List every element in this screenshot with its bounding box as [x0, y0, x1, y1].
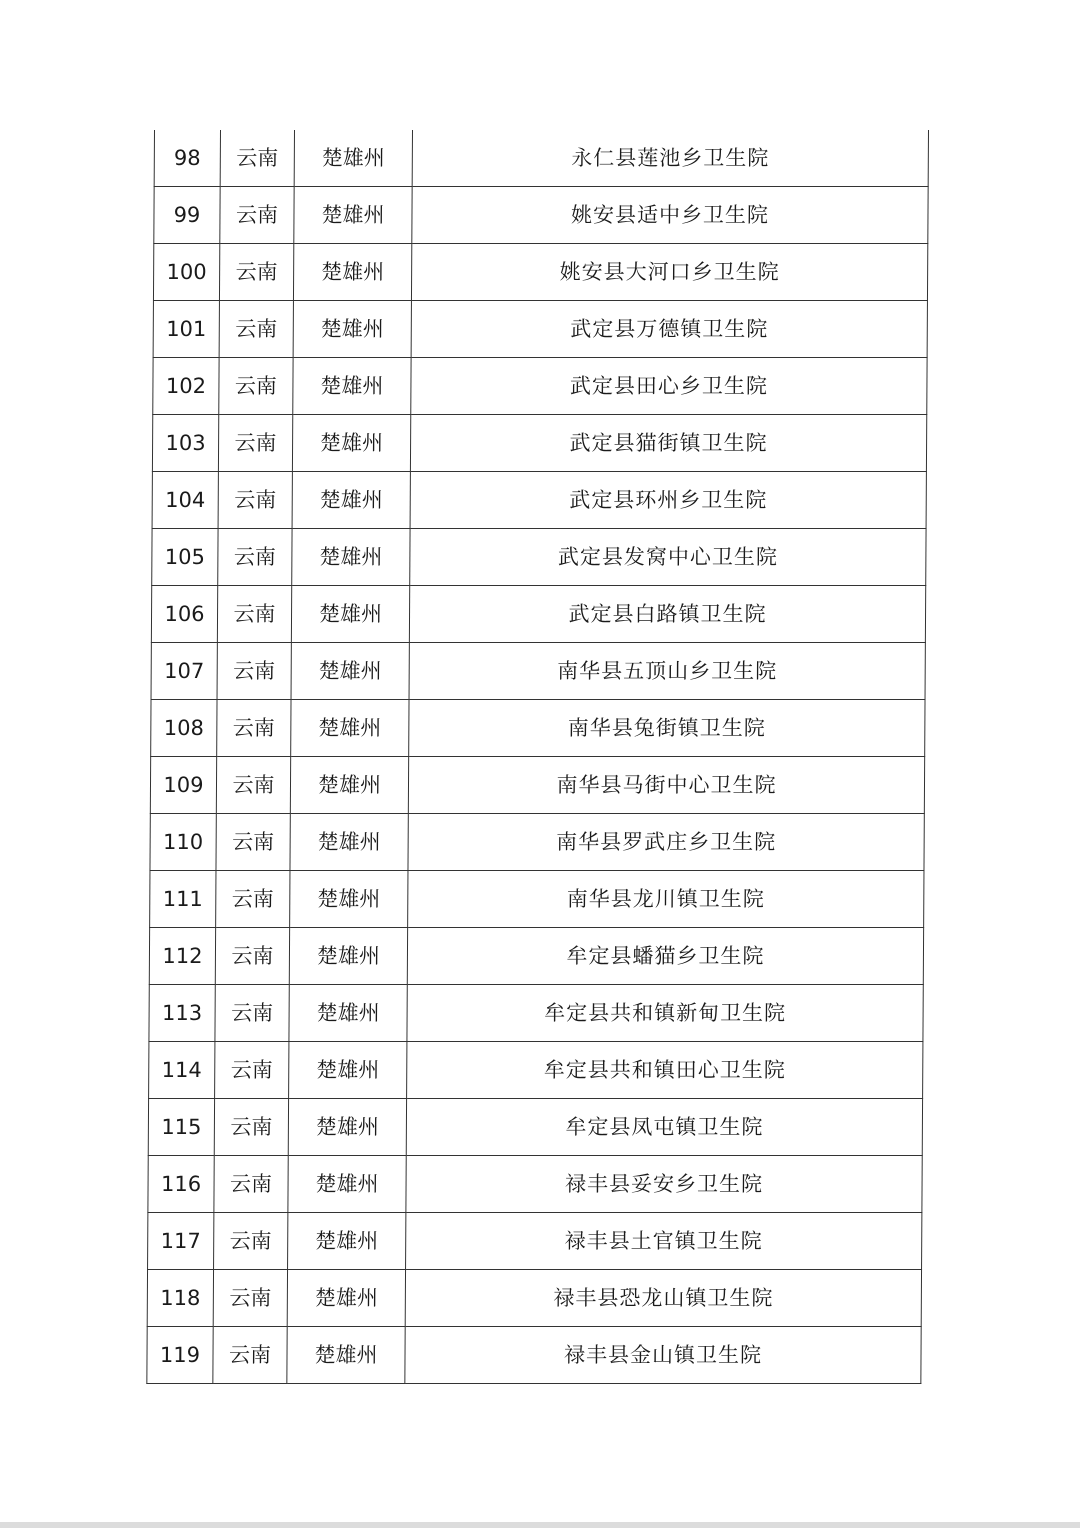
- prefecture-cell: 楚雄州: [292, 472, 410, 529]
- province-cell: 云南: [219, 358, 293, 415]
- row-number-cell: 107: [151, 643, 217, 700]
- row-number-cell: 110: [150, 814, 216, 871]
- table-row: [148, 1099, 922, 1156]
- table-row: [150, 757, 924, 814]
- table-row: [154, 187, 928, 244]
- province-cell: 云南: [219, 244, 293, 301]
- row-number-cell: 98: [154, 130, 220, 187]
- table-row: [149, 928, 923, 985]
- hospital-name-cell: 南华县罗武庄乡卫生院: [408, 814, 924, 871]
- province-cell: 云南: [218, 415, 292, 472]
- province-cell: 云南: [213, 1270, 287, 1327]
- table-row: [153, 358, 927, 415]
- province-cell: 云南: [217, 586, 291, 643]
- province-cell: 云南: [217, 700, 291, 757]
- table-row: [151, 586, 925, 643]
- hospital-name-cell: 武定县白路镇卫生院: [409, 586, 925, 643]
- province-cell: 云南: [219, 301, 293, 358]
- table-row: [153, 301, 927, 358]
- prefecture-cell: 楚雄州: [293, 301, 411, 358]
- prefecture-cell: 楚雄州: [292, 529, 410, 586]
- prefecture-cell: 楚雄州: [294, 130, 412, 187]
- row-number-cell: 115: [148, 1099, 214, 1156]
- row-number-cell: 117: [148, 1213, 214, 1270]
- row-number-cell: 111: [150, 871, 216, 928]
- table-row: [149, 1042, 923, 1099]
- table-row: [152, 529, 926, 586]
- row-number-cell: 114: [149, 1042, 215, 1099]
- prefecture-cell: 楚雄州: [288, 1213, 406, 1270]
- hospital-name-cell: 牟定县凤屯镇卫生院: [406, 1099, 922, 1156]
- row-number-cell: 101: [153, 301, 219, 358]
- prefecture-cell: 楚雄州: [289, 928, 407, 985]
- hospital-name-cell: 禄丰县金山镇卫生院: [405, 1327, 921, 1384]
- prefecture-cell: 楚雄州: [293, 358, 411, 415]
- hospital-name-cell: 禄丰县土官镇卫生院: [406, 1213, 922, 1270]
- row-number-cell: 99: [154, 187, 220, 244]
- hospital-name-cell: 南华县龙川镇卫生院: [408, 871, 924, 928]
- hospital-name-cell: 禄丰县恐龙山镇卫生院: [405, 1270, 921, 1327]
- prefecture-cell: 楚雄州: [287, 1270, 405, 1327]
- hospital-table: [146, 130, 929, 1384]
- row-number-cell: 119: [147, 1327, 213, 1384]
- hospital-name-cell: 南华县五顶山乡卫生院: [409, 643, 925, 700]
- row-number-cell: 116: [148, 1156, 214, 1213]
- row-number-cell: 103: [152, 415, 218, 472]
- row-number-cell: 118: [147, 1270, 213, 1327]
- row-number-cell: 100: [153, 244, 219, 301]
- province-cell: 云南: [220, 130, 294, 187]
- province-cell: 云南: [216, 757, 290, 814]
- table-row: [150, 814, 924, 871]
- row-number-cell: 102: [153, 358, 219, 415]
- prefecture-cell: 楚雄州: [293, 244, 411, 301]
- prefecture-cell: 楚雄州: [288, 1156, 406, 1213]
- table-row: [151, 700, 925, 757]
- hospital-name-cell: 南华县兔街镇卫生院: [409, 700, 925, 757]
- prefecture-cell: 楚雄州: [289, 985, 407, 1042]
- table-row: [153, 244, 927, 301]
- province-cell: 云南: [215, 985, 289, 1042]
- table-row: [147, 1270, 921, 1327]
- row-number-cell: 113: [149, 985, 215, 1042]
- hospital-name-cell: 永仁县莲池乡卫生院: [412, 130, 928, 187]
- table-row: [152, 415, 926, 472]
- hospital-name-cell: 姚安县适中乡卫生院: [412, 187, 928, 244]
- prefecture-cell: 楚雄州: [290, 871, 408, 928]
- hospital-name-cell: 牟定县共和镇田心卫生院: [407, 1042, 923, 1099]
- province-cell: 云南: [214, 1213, 288, 1270]
- row-number-cell: 108: [151, 700, 217, 757]
- province-cell: 云南: [216, 814, 290, 871]
- prefecture-cell: 楚雄州: [292, 415, 410, 472]
- table-row: [151, 643, 925, 700]
- table-row: [149, 985, 923, 1042]
- province-cell: 云南: [217, 643, 291, 700]
- row-number-cell: 109: [150, 757, 216, 814]
- row-number-cell: 112: [149, 928, 215, 985]
- table-row: [147, 1327, 921, 1384]
- province-cell: 云南: [220, 187, 294, 244]
- province-cell: 云南: [216, 871, 290, 928]
- province-cell: 云南: [218, 529, 292, 586]
- hospital-name-cell: 禄丰县妥安乡卫生院: [406, 1156, 922, 1213]
- prefecture-cell: 楚雄州: [288, 1099, 406, 1156]
- table-row: [148, 1213, 922, 1270]
- table-row: [154, 130, 928, 187]
- hospital-name-cell: 牟定县蟠猫乡卫生院: [407, 928, 923, 985]
- prefecture-cell: 楚雄州: [291, 700, 409, 757]
- hospital-name-cell: 南华县马街中心卫生院: [408, 757, 924, 814]
- province-cell: 云南: [213, 1327, 287, 1384]
- prefecture-cell: 楚雄州: [290, 757, 408, 814]
- row-number-cell: 104: [152, 472, 218, 529]
- table-row: [152, 472, 926, 529]
- province-cell: 云南: [215, 1042, 289, 1099]
- table-row: [148, 1156, 922, 1213]
- row-number-cell: 105: [152, 529, 218, 586]
- prefecture-cell: 楚雄州: [290, 814, 408, 871]
- prefecture-cell: 楚雄州: [294, 187, 412, 244]
- hospital-name-cell: 武定县猫街镇卫生院: [410, 415, 926, 472]
- province-cell: 云南: [218, 472, 292, 529]
- table-row: [150, 871, 924, 928]
- hospital-name-cell: 武定县环州乡卫生院: [410, 472, 926, 529]
- prefecture-cell: 楚雄州: [291, 586, 409, 643]
- province-cell: 云南: [214, 1156, 288, 1213]
- prefecture-cell: 楚雄州: [287, 1327, 405, 1384]
- province-cell: 云南: [215, 928, 289, 985]
- province-cell: 云南: [214, 1099, 288, 1156]
- page-bottom-edge: [0, 1522, 1080, 1528]
- hospital-name-cell: 牟定县共和镇新甸卫生院: [407, 985, 923, 1042]
- hospital-table-body: [147, 130, 929, 1384]
- prefecture-cell: 楚雄州: [289, 1042, 407, 1099]
- hospital-name-cell: 武定县万德镇卫生院: [411, 301, 927, 358]
- row-number-cell: 106: [151, 586, 217, 643]
- prefecture-cell: 楚雄州: [291, 643, 409, 700]
- hospital-name-cell: 武定县发窝中心卫生院: [410, 529, 926, 586]
- hospital-name-cell: 武定县田心乡卫生院: [411, 358, 927, 415]
- hospital-name-cell: 姚安县大河口乡卫生院: [411, 244, 927, 301]
